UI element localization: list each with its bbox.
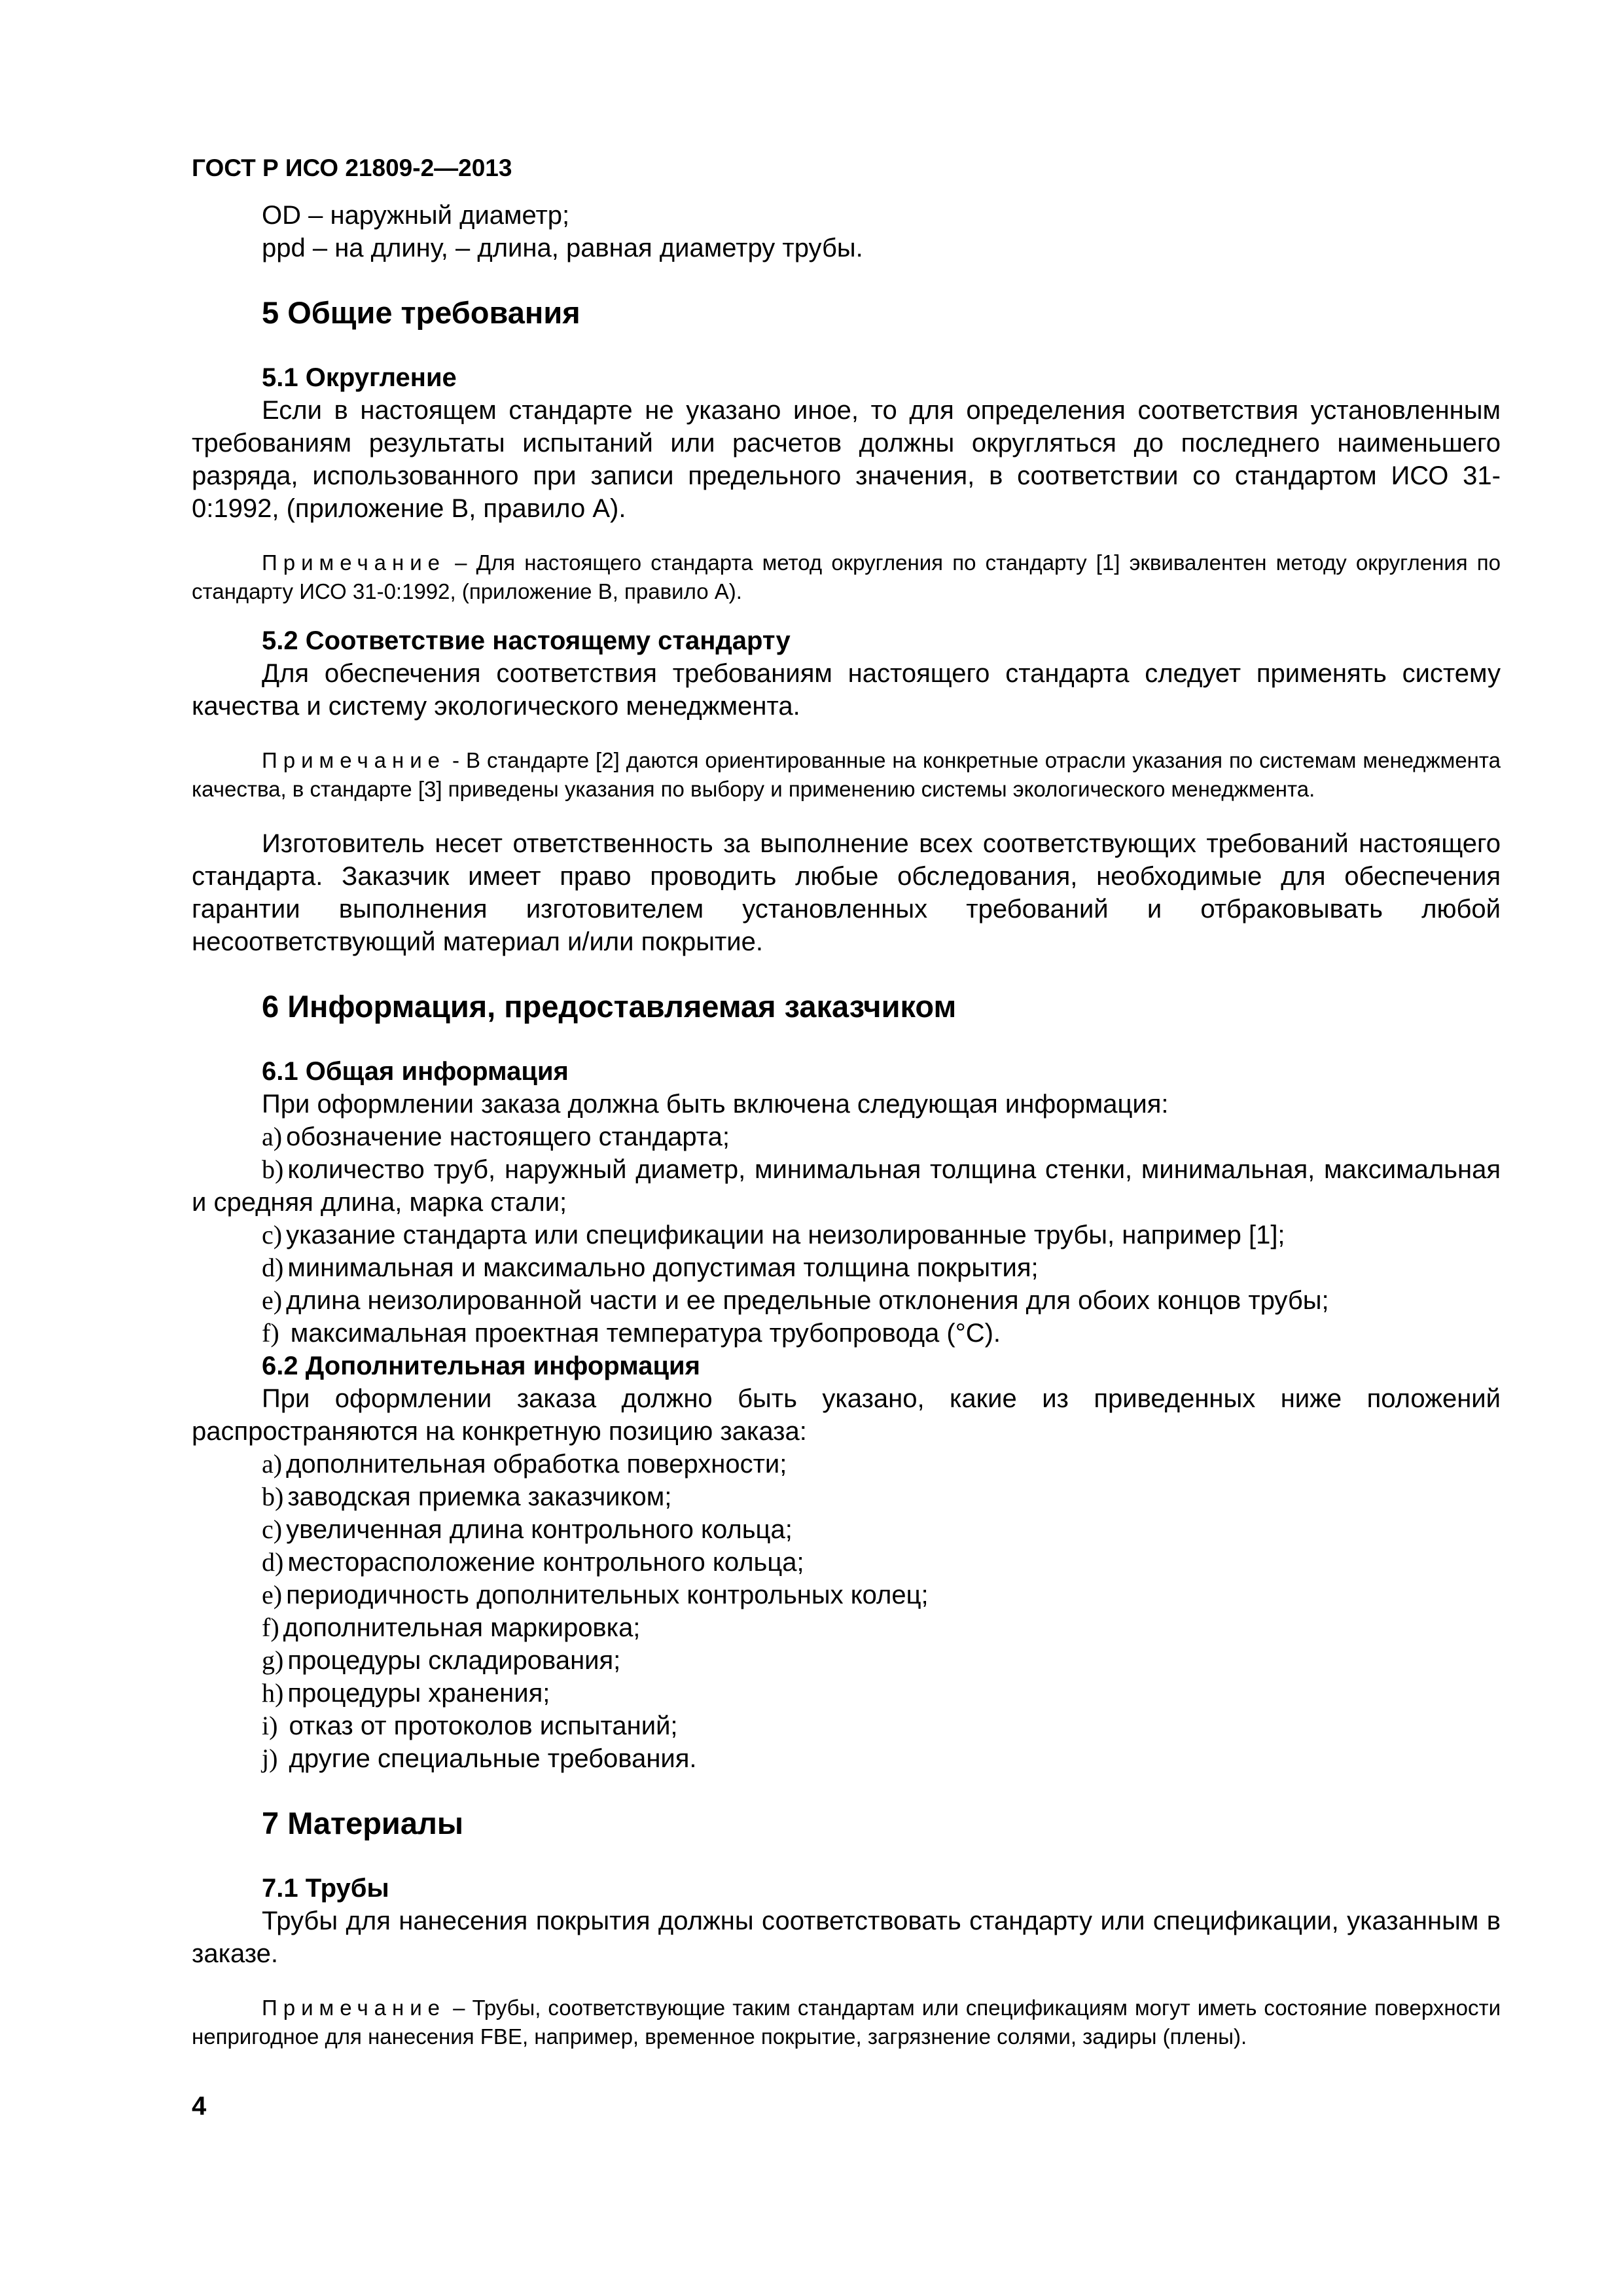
list-marker: c) [262, 1515, 283, 1544]
section-5-2-title: 5.2 Соответствие настоящему стандарту [262, 626, 791, 655]
list-marker: e) [262, 1285, 283, 1315]
list-item [192, 1480, 1501, 1513]
list-text: количество труб, наружный диаметр, минимальная толщина стенки, минимальная, максимальная и средняя длина, марка стали; [192, 1155, 1501, 1217]
list-item [192, 1677, 1501, 1710]
list-item [192, 1579, 1501, 1611]
list-text: месторасположение контрольного кольца; [287, 1548, 804, 1577]
section-6-2-intro: При оформлении заказа должно быть указано, какие из приведенных ниже положений распространяются на конкретную позицию заказа: [192, 1384, 1501, 1446]
list-item [192, 1251, 1501, 1284]
abbreviation-od: OD – наружный диаметр; [262, 201, 570, 230]
list-marker: i) [262, 1711, 278, 1740]
section-7-1-title: 7.1 Трубы [262, 1874, 389, 1903]
section-7-1-text: Трубы для нанесения покрытия должны соответствовать стандарту или спецификации, указанным в заказе. [192, 1907, 1501, 1968]
note-text: – Трубы, соответствующие таким стандартам или спецификациям могут иметь состояние поверхности непригодное для нанесения FBE, например, временное покрытие, загрязнение солями, задиры (плены). [192, 1996, 1501, 2049]
note-label: Примечание [262, 748, 446, 772]
list-text: процедуры складирования; [287, 1646, 621, 1675]
list-text: заводская приемка заказчиком; [287, 1482, 672, 1511]
list-marker: g) [262, 1645, 284, 1675]
document-body [192, 199, 1501, 2051]
list-item [192, 1644, 1501, 1677]
section-5-title: 5 Общие требования [262, 295, 580, 330]
section-6-title: 6 Информация, предоставляемая заказчиком [262, 989, 957, 1024]
list-marker: a) [262, 1122, 283, 1151]
list-marker: j) [262, 1744, 278, 1773]
list-text: периодичность дополнительных контрольных колец; [286, 1581, 929, 1609]
note-5-1 [192, 548, 1501, 606]
list-text: дополнительная обработка поверхности; [286, 1450, 787, 1479]
note-label: Примечание [262, 550, 446, 575]
list-text: отказ от протоколов испытаний; [281, 1712, 678, 1740]
list-marker: b) [262, 1482, 284, 1511]
list-item [192, 1611, 1501, 1644]
note-5-2 [192, 746, 1501, 804]
abbreviation-ppd: ppd – на длину, – длина, равная диаметру трубы. [262, 234, 863, 262]
list-item [192, 1513, 1501, 1546]
list-text: максимальная проектная температура трубопровода (°С). [283, 1319, 1001, 1348]
list-marker: h) [262, 1678, 284, 1708]
list-marker: b) [262, 1155, 284, 1184]
list-item [192, 1317, 1501, 1350]
list-marker: e) [262, 1580, 283, 1609]
note-text: - В стандарте [2] даются ориентированные на конкретные отрасли указания по системам менеджмента качества, в стандарте [3] приведены указания по выбору и применению системы экологического менеджмента. [192, 748, 1501, 801]
section-6-2-title: 6.2 Дополнительная информация [262, 1352, 700, 1380]
list-marker: a) [262, 1449, 283, 1479]
list-text: дополнительная маркировка; [283, 1613, 641, 1642]
list-text: процедуры хранения; [287, 1679, 550, 1708]
list-marker: d) [262, 1253, 284, 1282]
list-marker: d) [262, 1547, 284, 1577]
list-item [192, 1742, 1501, 1775]
list-marker: f) [262, 1613, 279, 1642]
list-item [192, 1284, 1501, 1317]
section-5-1-title: 5.1 Округление [262, 363, 457, 392]
note-7-1 [192, 1994, 1501, 2051]
section-6-1-title: 6.1 Общая информация [262, 1057, 569, 1086]
list-item [192, 1546, 1501, 1579]
list-item [192, 1121, 1501, 1153]
note-label: Примечание [262, 1996, 446, 2020]
list-marker: f) [262, 1318, 279, 1348]
list-item [192, 1710, 1501, 1742]
list-text: увеличенная длина контрольного кольца; [286, 1515, 793, 1544]
document-header: ГОСТ Р ИСО 21809-2—2013 [192, 154, 512, 181]
section-6-1-intro: При оформлении заказа должна быть включена следующая информация: [262, 1090, 1169, 1119]
list-text: другие специальные требования. [281, 1744, 697, 1773]
section-7-title: 7 Материалы [262, 1806, 463, 1840]
manufacturer-responsibility-paragraph: Изготовитель несет ответственность за выполнение всех соответствующих требований настоящего стандарта. Заказчик имеет право проводить любые обследования, необходимые для обеспечения гарантии выполнения изготовителем установленных требований и отбраковывать любой несоответствующий материал и/или покрытие. [192, 829, 1501, 956]
list-text: обозначение настоящего стандарта; [286, 1122, 730, 1151]
note-text: – Для настоящего стандарта метод округления по стандарту [1] эквивалентен методу округления по стандарту ИСО 31-0:1992, (приложение В, правило А). [192, 550, 1501, 603]
section-5-1-text: Если в настоящем стандарте не указано иное, то для определения соответствия установленным требованиям результаты испытаний или расчетов должны округляться до последнего наименьшего разряда, использованного при записи предельного значения, в соответствии со стандартом ИСО 31-0:1992, (приложение В, правило А). [192, 396, 1501, 523]
list-marker: c) [262, 1220, 283, 1249]
page-number: 4 [192, 2092, 207, 2121]
list-text: указание стандарта или спецификации на неизолированные трубы, например [1]; [286, 1221, 1285, 1249]
section-5-2-text: Для обеспечения соответствия требованиям настоящего стандарта следует применять систему качества и систему экологического менеджмента. [192, 659, 1501, 721]
list-item [192, 1153, 1501, 1219]
list-item [192, 1219, 1501, 1251]
list-text: минимальная и максимально допустимая толщина покрытия; [287, 1253, 1039, 1282]
list-text: длина неизолированной части и ее предельные отклонения для обоих концов трубы; [286, 1286, 1329, 1315]
list-item [192, 1448, 1501, 1480]
